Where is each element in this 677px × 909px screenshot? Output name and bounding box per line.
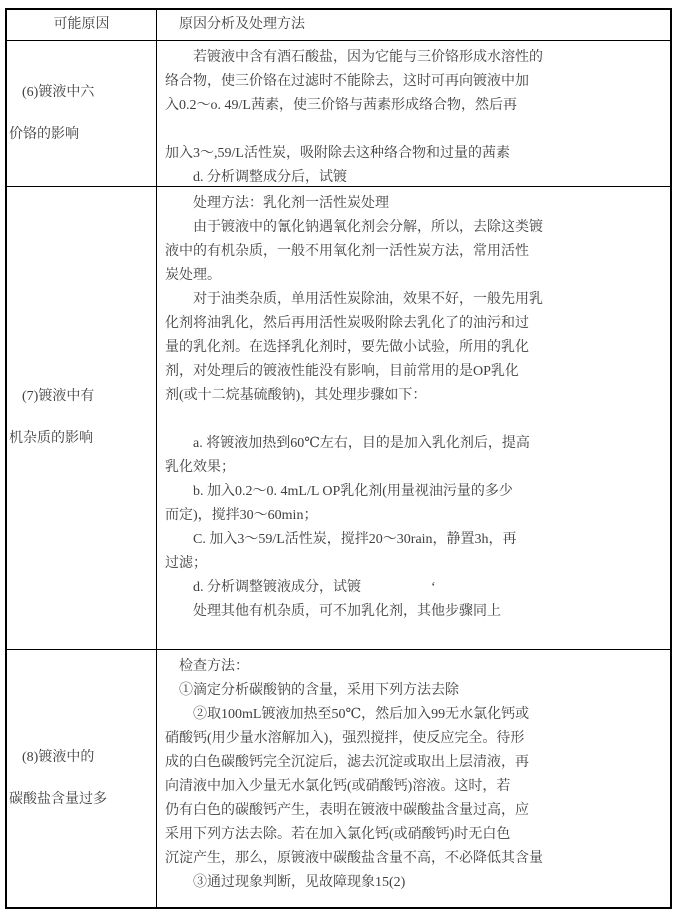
cause-label-line: 机杂质的影响 (9, 431, 93, 446)
cause-label-line: 碳酸盐含量过多 (9, 791, 107, 807)
analysis-text-line: 若镀液中含有酒石酸盐，因为它能与三价铬形成水溶性的 (165, 50, 543, 65)
analysis-text-line: 处理其他有机杂质，可不加乳化剂，其他步骤同上 (165, 604, 501, 619)
analysis-text-line: 向清液中加入少量无水氯化钙(或硝酸钙)溶液。这时，若 (165, 779, 511, 794)
analysis-cell-6 (157, 41, 670, 186)
cause-cell-6 (7, 41, 157, 186)
analysis-cell-8 (157, 650, 670, 907)
analysis-text-line (165, 118, 662, 142)
analysis-text-line: 采用下列方法去除。若在加入氯化钙(或硝酸钙)时无白色 (165, 827, 511, 842)
analysis-text-line: 加入3～,59/L活性炭，吸附除去这种络合物和过量的茜素 (165, 146, 510, 161)
header-analysis-method: 原因分析及处理方法 (179, 17, 305, 32)
analysis-text-line: 对于油类杂质，单用活性炭除油，效果不好，一般先用乳 (165, 292, 543, 307)
analysis-text-line: 沉淀产生，那么，原镀液中碳酸盐含量不高，不必降低其含量 (165, 851, 543, 866)
analysis-cell-7 (157, 187, 670, 649)
analysis-text-line: 入0.2～o. 49/L茜素，使三价铬与茜素形成络合物，然后再 (165, 98, 517, 113)
analysis-text-line (165, 408, 662, 432)
table-row-cause-7 (7, 186, 670, 649)
analysis-text-line: 硝酸钙(用少量水溶解加入)，强烈搅拌，使反应完全。待形 (165, 731, 525, 746)
analysis-text-line: C. 加入3～59/L活性炭，搅拌20～30rain，静置3h，再 (165, 532, 517, 547)
analysis-text-line: ①滴定分析碳酸钠的含量，采用下列方法去除 (165, 683, 459, 698)
analysis-text-line: 液中的有机杂质，一般不用氧化剂一活性炭方法，常用活性 (165, 244, 529, 259)
analysis-text-line: 乳化效果； (165, 460, 235, 475)
table-row-cause-6 (7, 40, 670, 186)
cause-label-line: (6)镀液中六 (22, 84, 95, 100)
analysis-text-line: a. 将镀液加热到60℃左右，目的是加入乳化剂后，提高 (165, 436, 530, 451)
analysis-text-line: 剂(或十二烷基硫酸钠)，其处理步骤如下： (165, 388, 427, 403)
analysis-text-line: 炭处理。 (165, 268, 221, 283)
analysis-text-line: 处理方法：乳化剂一活性炭处理 (165, 196, 389, 211)
analysis-text-line: 仍有白色的碳酸钙产生，表明在镀液中碳酸盐含量过高，应 (165, 803, 529, 818)
fault-cause-table (5, 8, 672, 909)
analysis-text-line: d. 分析调整成分后，试镀 (165, 170, 347, 185)
analysis-text-line: 络合物，使三价铬在过滤时不能除去，这时可再向镀液中加 (165, 74, 529, 89)
analysis-text-line: ③通过现象判断，见故障现象15(2) (165, 875, 406, 890)
cause-cell-8 (7, 650, 157, 907)
analysis-text-line: 剂，对处理后的镀液性能没有影响，目前常用的是OP乳化 (165, 364, 519, 379)
analysis-text-line: 过滤； (165, 556, 207, 571)
analysis-text-line: d. 分析调整镀液成分，试镀 ‘ (165, 580, 436, 595)
cause-label-line: (7)镀液中有 (22, 389, 95, 404)
header-possible-cause: 可能原因 (7, 10, 157, 40)
analysis-text-line: 成的白色碳酸钙完全沉淀后，滤去沉淀或取出上层清液，再 (165, 755, 529, 770)
analysis-text-line: ②取100mL镀液加热至50℃，然后加入99无水氯化钙或 (165, 707, 530, 722)
cause-label-line: (8)镀液中的 (22, 749, 95, 765)
analysis-text-line: 化剂将油乳化，然后再用活性炭吸附除去乳化了的油污和过 (165, 316, 529, 331)
analysis-text-line: 量的乳化剂。在选择乳化剂时，要先做小试验，所用的乳化 (165, 340, 529, 355)
analysis-text-line: b. 加入0.2～0. 4mL/L OP乳化剂(用量视油污量的多少 (165, 484, 513, 499)
cause-label-line: 价铬的影响 (9, 126, 79, 142)
analysis-text-line: 由于镀液中的氰化钠遇氧化剂会分解，所以，去除这类镀 (165, 220, 543, 235)
table-header-row (7, 10, 670, 40)
analysis-text-line: 检查方法： (165, 659, 249, 674)
table-row-cause-8 (7, 649, 670, 907)
cause-cell-7 (7, 187, 157, 649)
analysis-text-line: 而定)，搅拌30～60min； (165, 508, 318, 523)
